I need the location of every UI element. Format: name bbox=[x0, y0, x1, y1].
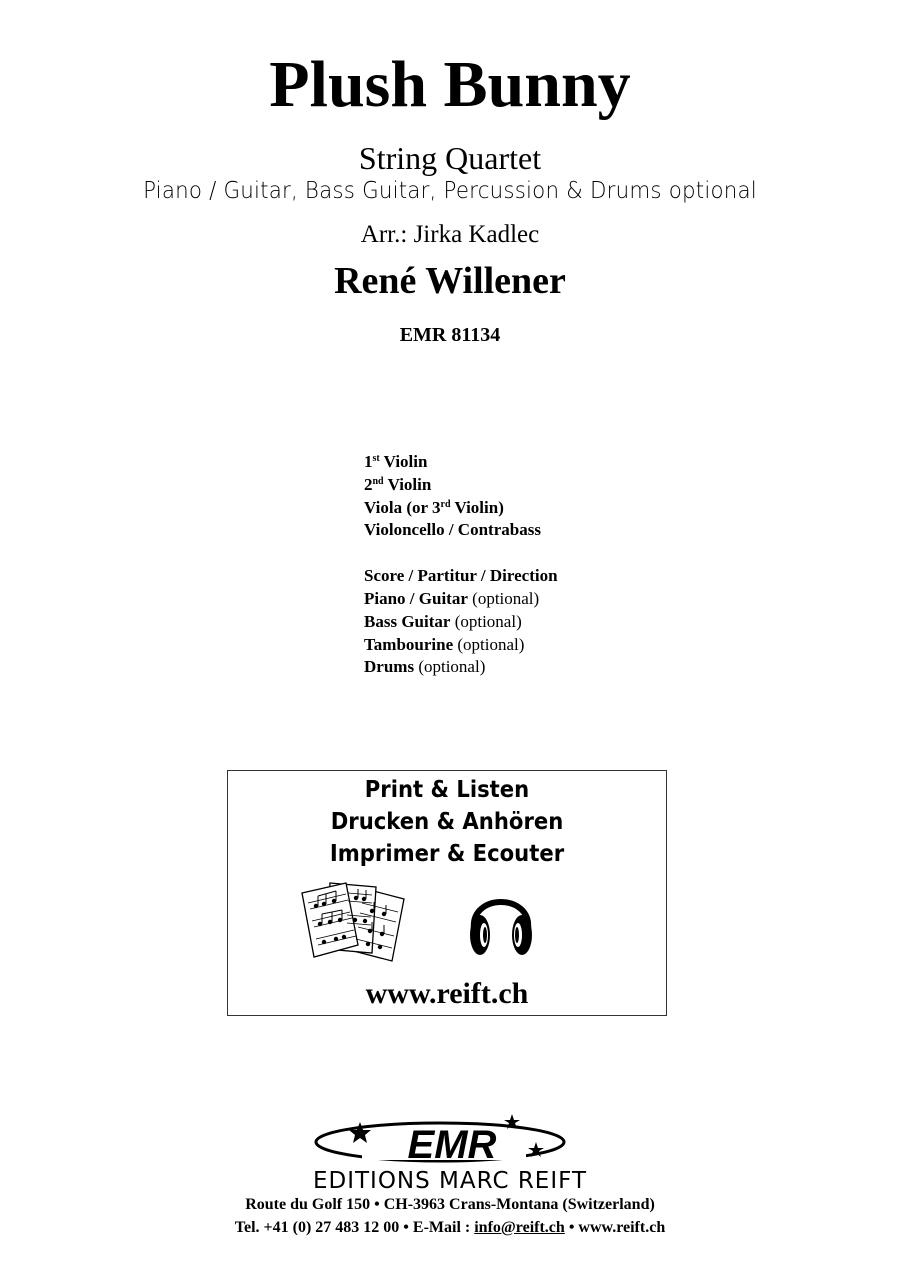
sheet-music-icon bbox=[300, 879, 412, 965]
optional-note: (optional) bbox=[450, 611, 522, 631]
ordinal-suffix: st bbox=[372, 453, 380, 464]
optional-note: (optional) bbox=[453, 634, 525, 654]
part-piano-guitar bbox=[364, 588, 558, 611]
part-name: Drums bbox=[364, 657, 415, 677]
part-number: 1 bbox=[364, 452, 373, 471]
emr-logo bbox=[300, 1108, 600, 1168]
email-link[interactable]: info@reift.ch bbox=[474, 1219, 565, 1236]
part-violin-1 bbox=[364, 451, 558, 474]
part-name: Tambourine bbox=[364, 634, 454, 654]
promo-line-de: Drucken & Anhören bbox=[330, 809, 564, 835]
part-name-end: Violin) bbox=[450, 497, 504, 517]
subtitle: String Quartet bbox=[358, 140, 542, 176]
publisher-contact bbox=[0, 1220, 900, 1236]
instrumentation: Piano / Guitar, Bass Guitar, Percussion & Drums optional bbox=[143, 178, 757, 204]
ordinal-suffix: nd bbox=[372, 475, 384, 487]
part-cello: Violoncello / Contrabass bbox=[364, 520, 541, 540]
optional-note: (optional) bbox=[414, 657, 486, 677]
headphones-icon bbox=[466, 883, 536, 961]
publisher-name: EDITIONS MARC REIFT bbox=[312, 1168, 588, 1194]
part-name: Viola (or 3 bbox=[364, 497, 441, 517]
arranger: Arr.: Jirka Kadlec bbox=[360, 221, 540, 248]
part-viola bbox=[364, 497, 558, 520]
part-tambourine bbox=[364, 634, 558, 657]
part-name: Violin bbox=[379, 452, 428, 471]
website-text: • www.reift.ch bbox=[564, 1219, 666, 1236]
publisher-address: Route du Golf 150 • CH-3963 Crans-Montana (Switzerland) bbox=[245, 1196, 655, 1213]
part-name: Bass Guitar bbox=[364, 611, 451, 631]
part-bass-guitar bbox=[364, 611, 558, 634]
part-drums bbox=[364, 656, 558, 679]
catalog-number: EMR 81134 bbox=[399, 324, 501, 346]
page-title: Plush Bunny bbox=[269, 48, 631, 121]
optional-note: (optional) bbox=[467, 588, 540, 608]
promo-line-en: Print & Listen bbox=[364, 777, 530, 803]
promo-website[interactable]: www.reift.ch bbox=[365, 977, 529, 1010]
print-listen-box bbox=[227, 770, 667, 1016]
part-name: Violin bbox=[383, 474, 432, 494]
part-number: 2 bbox=[364, 474, 373, 494]
composer: René Willener bbox=[334, 260, 566, 302]
part-violin-2 bbox=[364, 474, 558, 497]
part-name: Piano / Guitar bbox=[364, 588, 468, 608]
logo-wordmark: EMR bbox=[407, 1123, 497, 1167]
phone-text: Tel. +41 (0) 27 483 12 00 • E-Mail : bbox=[234, 1219, 475, 1236]
ordinal-suffix: rd bbox=[440, 498, 451, 510]
promo-line-fr: Imprimer & Ecouter bbox=[329, 841, 565, 867]
part-score: Score / Partitur / Direction bbox=[364, 566, 558, 586]
parts-list bbox=[364, 451, 558, 679]
